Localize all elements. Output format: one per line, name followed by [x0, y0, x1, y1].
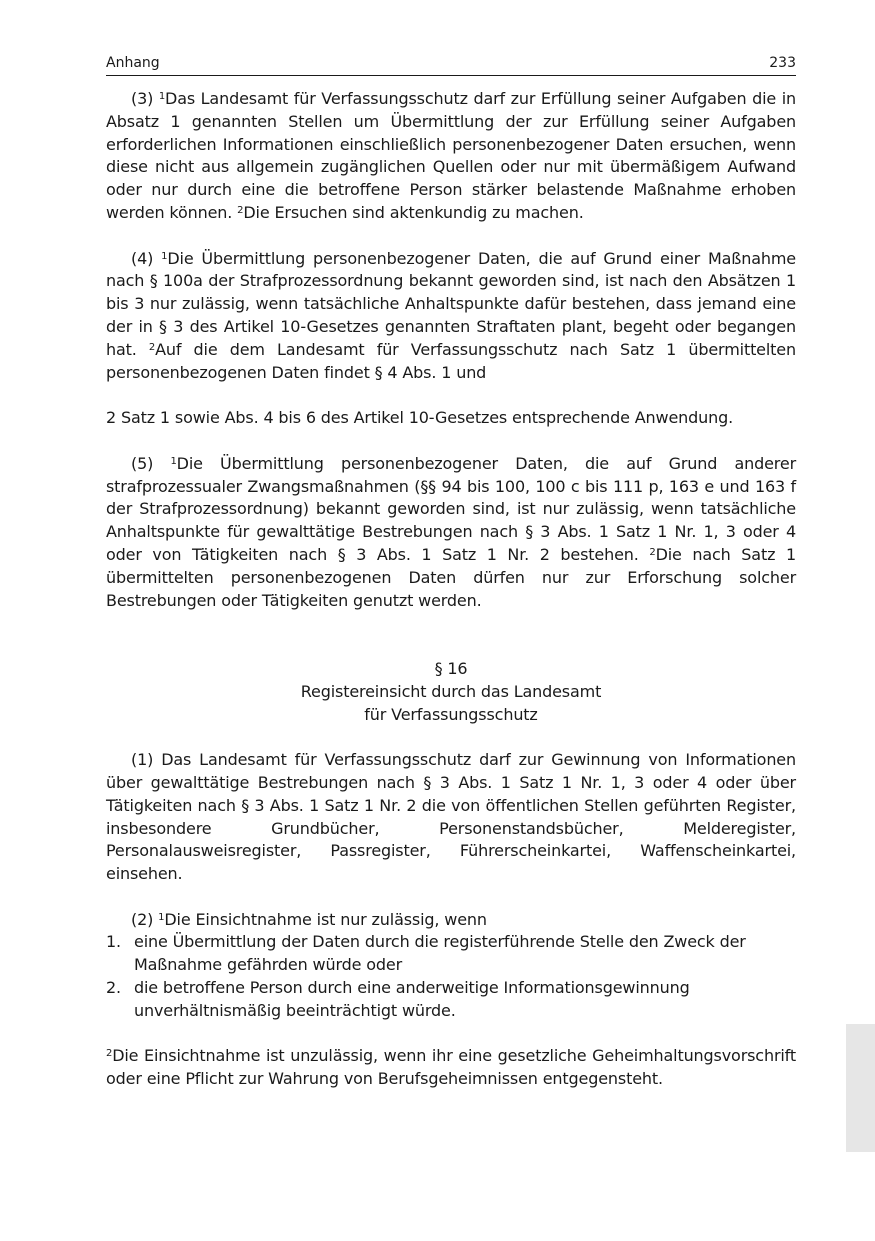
page — [106, 0, 796, 1241]
sentence-text: Die Einsichtnahme ist unzulässig, wenn ihr eine gesetzliche Geheimhaltungsvorschrift oder eine Pflicht zur Wahrung von Berufsgeheimnissen entgegensteht. — [106, 1046, 796, 1089]
list-item-number: 2. — [106, 978, 121, 998]
paragraph-label: (2) — [131, 909, 159, 929]
paragraph-4-continuation: 2 Satz 1 sowie Abs. 4 bis 6 des Artikel 10-Gesetzes entsprechende Anwendung. — [106, 408, 734, 428]
sentence-text: Die Übermittlung personenbezogener Daten, die auf Grund einer Maßnahme nach § 100a der Strafprozessordnung bekannt geworden sind, ist nach den Absätzen 1 bis 3 nur zulässig, wenn tatsächliche Anhaltspunkte dafür bestehen, dass jemand eine der in § 3 des Artikel 10-Gesetzes genannten Straftaten plant, begeht oder begangen hat. — [106, 248, 796, 359]
sentence-number: 2 — [237, 204, 244, 216]
chapter-thumb-tab — [846, 1024, 875, 1152]
sentence-text: Auf die dem Landesamt für Verfassungsschutz nach Satz 1 übermittelten personenbezogenen Daten findet § 4 Abs. 1 und — [106, 339, 796, 382]
sentence-text: Die nach Satz 1 übermittelten personenbezogenen Daten dürfen nur zur Erforschung solcher Bestrebungen oder Tätigkeiten genutzt werden. — [106, 544, 796, 610]
list-item — [106, 977, 796, 1023]
section-number: § 16 — [434, 658, 468, 678]
sentence-number: 2 — [649, 546, 656, 558]
sentence-number: 2 — [148, 341, 156, 353]
list-item — [106, 931, 796, 977]
paragraph-label: (3) — [131, 89, 159, 108]
section-title-line-2: für Verfassungsschutz — [364, 704, 538, 724]
sentence-text: Das Landesamt für Verfassungsschutz darf zur Erfüllung seiner Aufgaben die in Absatz 1 genannten Stellen um Übermittlung der zur Erfüllung seiner Aufgaben erforderlichen Informationen einschließlich personenbezogener Daten ersuchen, wenn diese nicht aus allgemein zugänglichen Quellen oder nur mit übermäßigem Aufwand oder nur durch eine die betroffene Person stärker belastende Maßnahme erhoben werden können. — [106, 89, 796, 222]
paragraph-4 — [106, 248, 796, 385]
condition-list — [106, 931, 796, 1022]
sentence-text: Die Übermittlung personenbezogener Daten, die auf Grund anderer strafprozessualer Zwangsmaßnahmen (§§ 94 bis 100, 100 c bis 111 p, 163 e und 163 f der Strafprozessordnung) bekannt geworden sind, ist nur zulässig, wenn tatsächliche Anhaltspunkte für gewalttätige Bestrebungen nach § 3 Abs. 1 Satz 1 Nr. 1, 3 oder 4 oder von Tätigkeiten nach § 3 Abs. 1 Satz 1 Nr. 2 bestehen. — [106, 453, 797, 564]
paragraph-3 — [106, 88, 796, 225]
paragraph-label: (4) — [131, 248, 162, 268]
section-title-line-1: Registereinsicht durch das Landesamt — [300, 681, 602, 701]
list-item-number: 1. — [106, 932, 121, 952]
sentence-number: 1 — [161, 250, 168, 262]
list-item-text: eine Übermittlung der Daten durch die registerführende Stelle den Zweck der Maßnahme gefährden würde oder — [134, 932, 746, 975]
list-item-text: die betroffene Person durch eine anderweitige Informationsgewinnung unverhältnismäßig beeinträchtigt würde. — [134, 978, 690, 1020]
header-section-title: Anhang — [106, 55, 160, 71]
sentence-number: 1 — [170, 455, 177, 467]
sentence-number: 2 — [106, 1048, 113, 1060]
paragraph-label: (5) — [131, 453, 171, 473]
page-body — [106, 88, 796, 1091]
running-header — [106, 51, 796, 76]
section-16-paragraph-1: (1) Das Landesamt für Verfassungsschutz darf zur Gewinnung von Informationen über gewalttätige Bestrebungen nach § 3 Abs. 1 Satz 1 Nr. 1, 3 oder 4 oder über Tätigkeiten nach § 3 Abs. 1 Satz 1 Nr. 2 die von öffentlichen Stellen geführten Register, insbesondere Grundbücher, Personenstandsbücher, Melderegister, Personalausweisregister, Passregister, Führerscheinkartei, Waffenscheinkartei, einsehen. — [106, 750, 796, 884]
sentence-number: 1 — [158, 91, 166, 102]
sentence-text: Die Einsichtnahme ist nur zulässig, wenn — [164, 909, 487, 929]
page-number: 233 — [769, 55, 796, 71]
sentence-text: Die Ersuchen sind aktenkundig zu machen. — [243, 202, 584, 222]
section-16-paragraph-2-intro — [106, 909, 796, 932]
section-16-paragraph-2-sentence-2 — [106, 1045, 796, 1091]
sentence-number: 1 — [158, 911, 165, 923]
paragraph-5 — [106, 453, 796, 613]
